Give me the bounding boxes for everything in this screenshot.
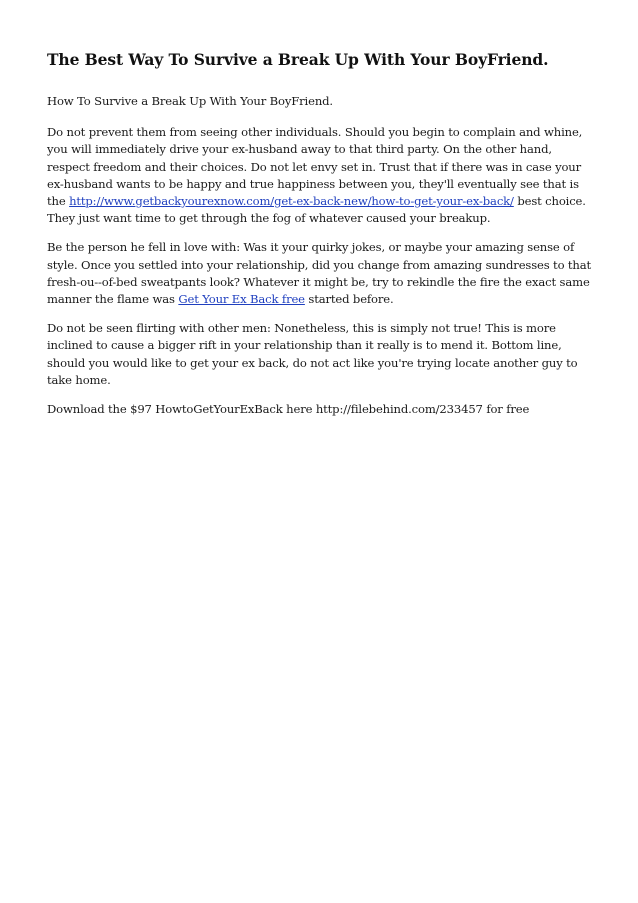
- paragraph-2: [47, 239, 595, 308]
- paragraph-1: [47, 124, 595, 227]
- paragraph-1-text-start: Do not prevent them from seeing other individuals. Should you begin to complain and whine, you will immediately drive your ex-husband away to that third party. On the other hand, respect freedom and their choices. Do not let envy set in. Trust that if there was in case your ex-husband wants to be happy and true happiness between you, they'll eventually see that is the: [47, 125, 583, 209]
- document-title: The Best Way To Survive a Break Up With Your BoyFriend.: [47, 50, 549, 69]
- get-your-ex-back-free-link[interactable]: Get Your Ex Back free: [178, 292, 305, 307]
- paragraph-3: Do not be seen flirting with other men: Nonetheless, this is simply not true! This is more inclined to cause a bigger rift in your relationship than it really is to mend it. Bottom line, should you would like to get your ex back, do not act like you're trying locate another guy to take home.: [47, 321, 578, 387]
- paragraph-1-text-end: best choice. They just want time to get through the fog of whatever caused your breakup.: [47, 194, 586, 226]
- paragraph-2-text-end: started before.: [304, 292, 394, 307]
- paragraph-4: Download the $97 HowtoGetYourExBack here http://filebehind.com/233457 for free: [47, 402, 530, 417]
- document-subtitle: How To Survive a Break Up With Your BoyFriend.: [47, 94, 333, 108]
- get-ex-back-url-link[interactable]: http://www.getbackyourexnow.com/get-ex-back-new/how-to-get-your-ex-back/: [69, 194, 514, 209]
- paragraph-2-text-start: Be the person he fell in love with: Was it your quirky jokes, or maybe your amazing sense of style. Once you settled into your relationship, did you change from amazing sundresses to that fresh-ou--of-bed sweatpants look? Whatever it might be, try to rekindle the fire the exact same manner the flame was: [47, 240, 592, 307]
- document-page: [47, 49, 595, 430]
